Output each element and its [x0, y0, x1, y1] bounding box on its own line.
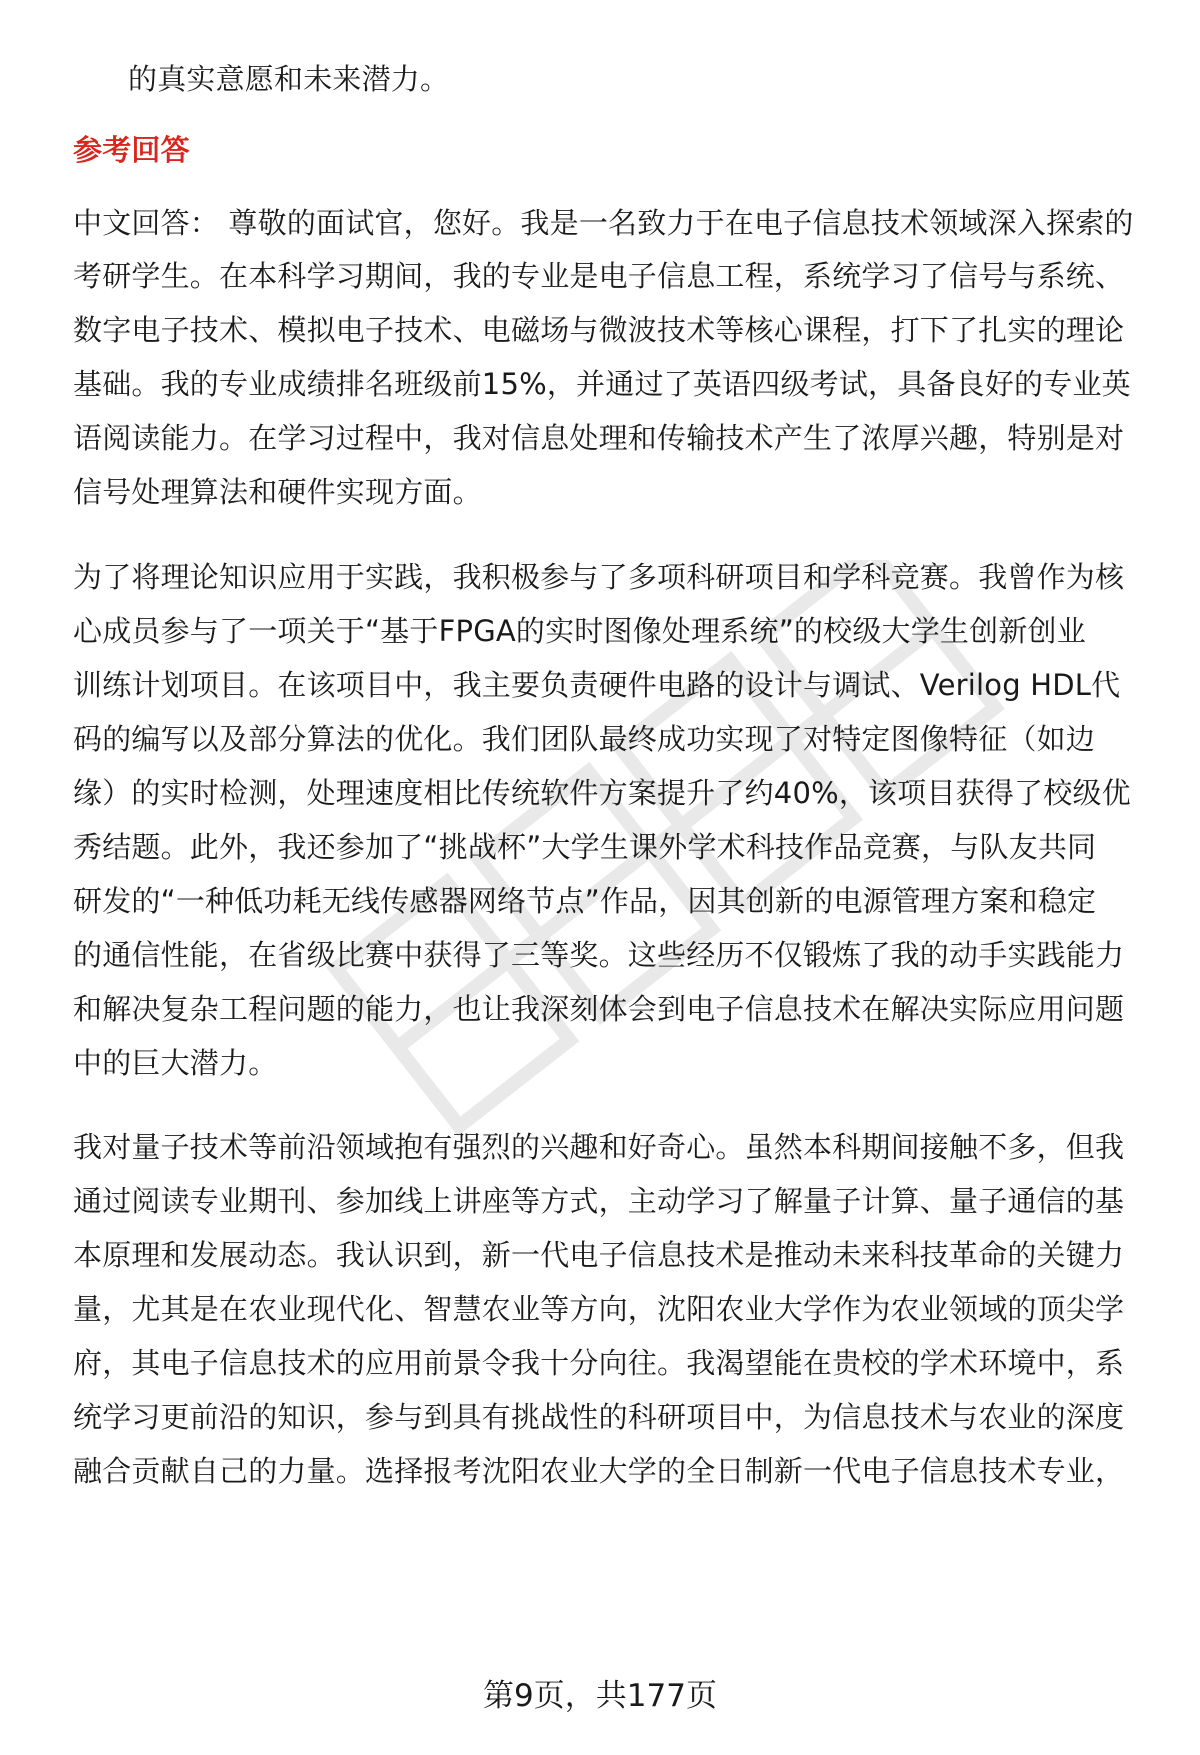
paragraph-2-line-3: 训练计划项目。在该项目中，我主要负责硬件电路的设计与调试、Verilog HDL代	[73, 668, 1121, 702]
paragraph-1-line-1: 中文回答： 尊敬的面试官，您好。我是一名致力于在电子信息技术领域深入探索的	[73, 206, 1134, 240]
paragraph-1-line-4: 基础。我的专业成绩排名班级前15%，并通过了英语四级考试，具备良好的专业英	[73, 367, 1131, 401]
answer-heading: 参考回答	[73, 133, 190, 167]
paragraph-2-line-8: 的通信性能，在省级比赛中获得了三等奖。这些经历不仅锻炼了我的动手实践能力	[73, 938, 1125, 972]
paragraph-3-line-4: 量，尤其是在农业现代化、智慧农业等方向，沈阳农业大学作为农业领域的顶尖学	[73, 1292, 1125, 1326]
paragraph-3-line-2: 通过阅读专业期刊、参加线上讲座等方式，主动学习了解量子计算、量子通信的基	[73, 1184, 1125, 1218]
paragraph-2-line-1: 为了将理论知识应用于实践，我积极参与了多项科研项目和学科竞赛。我曾作为核	[73, 560, 1125, 594]
paragraph-1-line-2: 考研学生。在本科学习期间，我的专业是电子信息工程，系统学习了信号与系统、	[73, 259, 1125, 293]
paragraph-1-line-6: 信号处理算法和硬件实现方面。	[73, 475, 482, 509]
paragraph-3-line-1: 我对量子技术等前沿领域抱有强烈的兴趣和好奇心。虽然本科期间接触不多，但我	[73, 1130, 1125, 1164]
paragraph-1-line-3: 数字电子技术、模拟电子技术、电磁场与微波技术等核心课程，打下了扎实的理论	[73, 313, 1125, 347]
paragraph-3-line-3: 本原理和发展动态。我认识到，新一代电子信息技术是推动未来科技革命的关键力	[73, 1238, 1125, 1272]
paragraph-2-line-10: 中的巨大潜力。	[73, 1046, 278, 1080]
paragraph-3-line-5: 府，其电子信息技术的应用前景令我十分向往。我渴望能在贵校的学术环境中，系	[73, 1346, 1125, 1380]
page-number-footer: 第9页，共177页	[483, 1678, 717, 1714]
paragraph-3-line-6: 统学习更前沿的知识，参与到具有挑战性的科研项目中，为信息技术与农业的深度	[73, 1400, 1125, 1434]
paragraph-2-line-2: 心成员参与了一项关于“基于FPGA的实时图像处理系统”的校级大学生创新创业	[73, 614, 1086, 648]
paragraph-2-line-9: 和解决复杂工程问题的能力，也让我深刻体会到电子信息技术在解决实际应用问题	[73, 992, 1125, 1026]
paragraph-2-line-4: 码的编写以及部分算法的优化。我们团队最终成功实现了对特定图像特征（如边	[73, 722, 1096, 756]
continuation-line: 的真实意愿和未来潜力。	[128, 62, 450, 96]
paragraph-2-line-6: 秀结题。此外，我还参加了“挑战杯”大学生课外学术科技作品竞赛，与队友共同	[73, 830, 1097, 864]
paragraph-3-line-7: 融合贡献自己的力量。选择报考沈阳农业大学的全日制新一代电子信息技术专业，	[73, 1454, 1125, 1488]
paragraph-1-line-5: 语阅读能力。在学习过程中，我对信息处理和传输技术产生了浓厚兴趣，特别是对	[73, 421, 1125, 455]
paragraph-2-line-7: 研发的“一种低功耗无线传感器网络节点”作品，因其创新的电源管理方案和稳定	[73, 884, 1097, 918]
paragraph-2-line-5: 缘）的实时检测，处理速度相比传统软件方案提升了约40%，该项目获得了校级优	[73, 776, 1131, 810]
